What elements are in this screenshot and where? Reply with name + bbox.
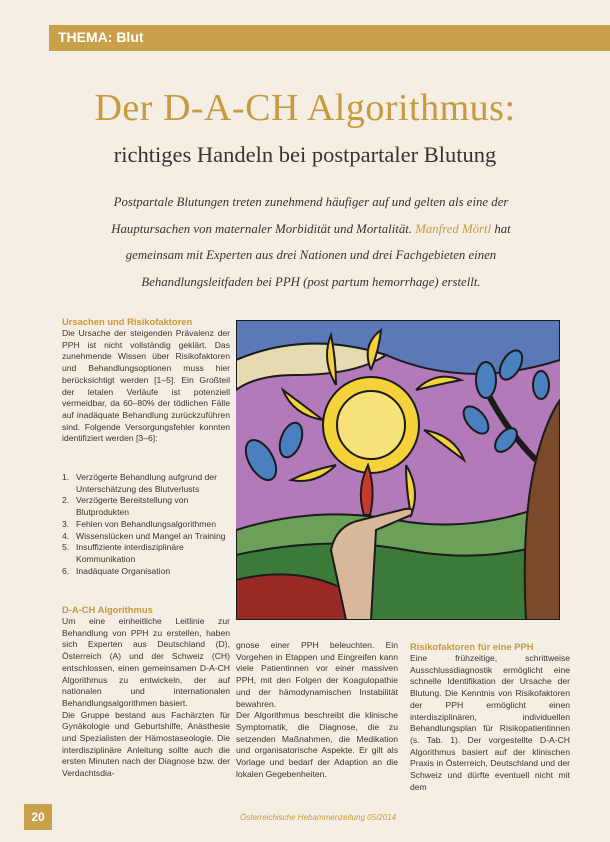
lead-line-3: gemeinsam mit Experten aus drei Nationen und drei Fachgebieten einen bbox=[125, 248, 497, 262]
article-title: Der D-A-CH Algorithmus: bbox=[94, 87, 516, 129]
col1-para2 bbox=[62, 616, 230, 780]
heading-risikofaktoren: Risikofaktoren für eine PPH bbox=[410, 641, 534, 652]
col2-para2: Der Algorithmus beschreibt die klinische Symptomatik, die Diagnose, die zu setzenden Maßnahmen, die Medikation und organisatorische Aspekte. Er gilt als Vorlage und bedarf der Adaption an die lokalen Gegebenheiten. bbox=[236, 710, 398, 779]
list-item: 3. Fehlen von Behandlungsalgorithmen bbox=[62, 518, 216, 529]
lead-line-2a: Hauptursachen von maternaler Morbidität und Mortalität. bbox=[111, 221, 412, 236]
heading-algorithmus: D-A-CH Algorithmus bbox=[62, 604, 153, 615]
thema-divider bbox=[45, 25, 49, 51]
col2-para1: gnose einer PPH beleuchten. Ein Vorgehen in Etappen und Eingreifen kann viele Patientinnen vor einer massiven PPH, mit den Folgen der Koagulopathie und der hämodynamischen Instabilität bewahren. bbox=[236, 640, 398, 709]
thema-label: THEMA: Blut bbox=[58, 29, 144, 45]
gruppe-text: Die Gruppe bestand aus Fachärzten für Gynäkologie und Geburtshilfe, Anästhesie und Spezialisten der Hämostaseologie. Die interdisziplinäre Anleitung sollte auch die ersten Minuten nach der Diagnose bzw. der Verdachtsdia- bbox=[62, 709, 230, 779]
lead-line-1: Postpartale Blutungen treten zunehmend häufiger auf und gelten als eine der bbox=[113, 195, 509, 209]
lead-line-2b: hat bbox=[494, 221, 511, 236]
algorithmus-text: Um eine einheitliche Leitlinie zur Behandlung von PPH zu erstellen, haben sich Experten aus Deutschland (D), Österreich (A) und der Schweiz (CH) entschlossen, einen gemeinsamen D-A-CH Algorithmus zu entwickeln, der auf nationalen und internationalen Behandlungsalgorithmen basiert. bbox=[62, 616, 230, 708]
page-number: 20 bbox=[24, 804, 52, 830]
lead-line-4: Behandlungsleitfaden bei PPH (post partum hemorrhage) erstellt. bbox=[141, 274, 481, 289]
ursachen-text: Die Ursache der steigenden Prävalenz der PPH ist nicht vollständig geklärt. Das zunehmende Wissen über Risikofaktoren und Behandlungsoptionen muss hier berücksichtigt werden [1–5]. Ein Großteil der letalen Verläufe ist potenziell vermeidbar, da 60–80% der tödlichen Fälle auf inadäquate Behandlung zurückzuführen sind. Folgende Versorgungsfehler konnten identifiziert werden [3–6]: bbox=[62, 328, 230, 444]
fehler-list bbox=[62, 472, 230, 577]
list-item: 5. Insuffiziente interdisziplinäre Kommunikation bbox=[62, 542, 184, 564]
col1-para1 bbox=[62, 328, 230, 445]
list-item: 1. Verzögerte Behandlung aufgrund der Unterschätzung des Blutverlusts bbox=[62, 472, 217, 494]
col3-text bbox=[410, 653, 570, 793]
heading-ursachen: Ursachen und Risikofaktoren bbox=[62, 316, 193, 327]
article-subtitle: richtiges Handeln bei postpartaler Blutung bbox=[113, 142, 497, 167]
author-name: Manfred Mörtl bbox=[415, 221, 492, 236]
list-item: 2. Verzögerte Bereitstellung von Blutprodukten bbox=[62, 495, 189, 518]
lead-paragraph bbox=[66, 189, 556, 295]
journal-footer: Österreichische Hebammenzeitung 05/2014 bbox=[240, 813, 397, 822]
stained-glass-illustration bbox=[236, 320, 560, 620]
list-item: 6. Inadäquate Organisation bbox=[62, 565, 171, 576]
col3-para: Eine frühzeitige, schrittweise Ausschlussdiagnostik ermöglicht eine schnelle Identifikation der Ursache der Blutung. Die Kenntnis von Risikofaktoren der PPH ermöglicht einen interdisziplinären, individuellen Behandlungsplan für Risikopatientinnen (s. Tab. 1). Der vorgestellte D-A-CH Algorithmus basiert auf der klinischen Praxis in Österreich, Deutschland und der Schweiz und dürfte eventuell nicht mit dem bbox=[410, 653, 570, 792]
list-item: 4. Wissenslücken und Mangel an Training bbox=[62, 530, 226, 541]
col2-text bbox=[236, 640, 398, 780]
